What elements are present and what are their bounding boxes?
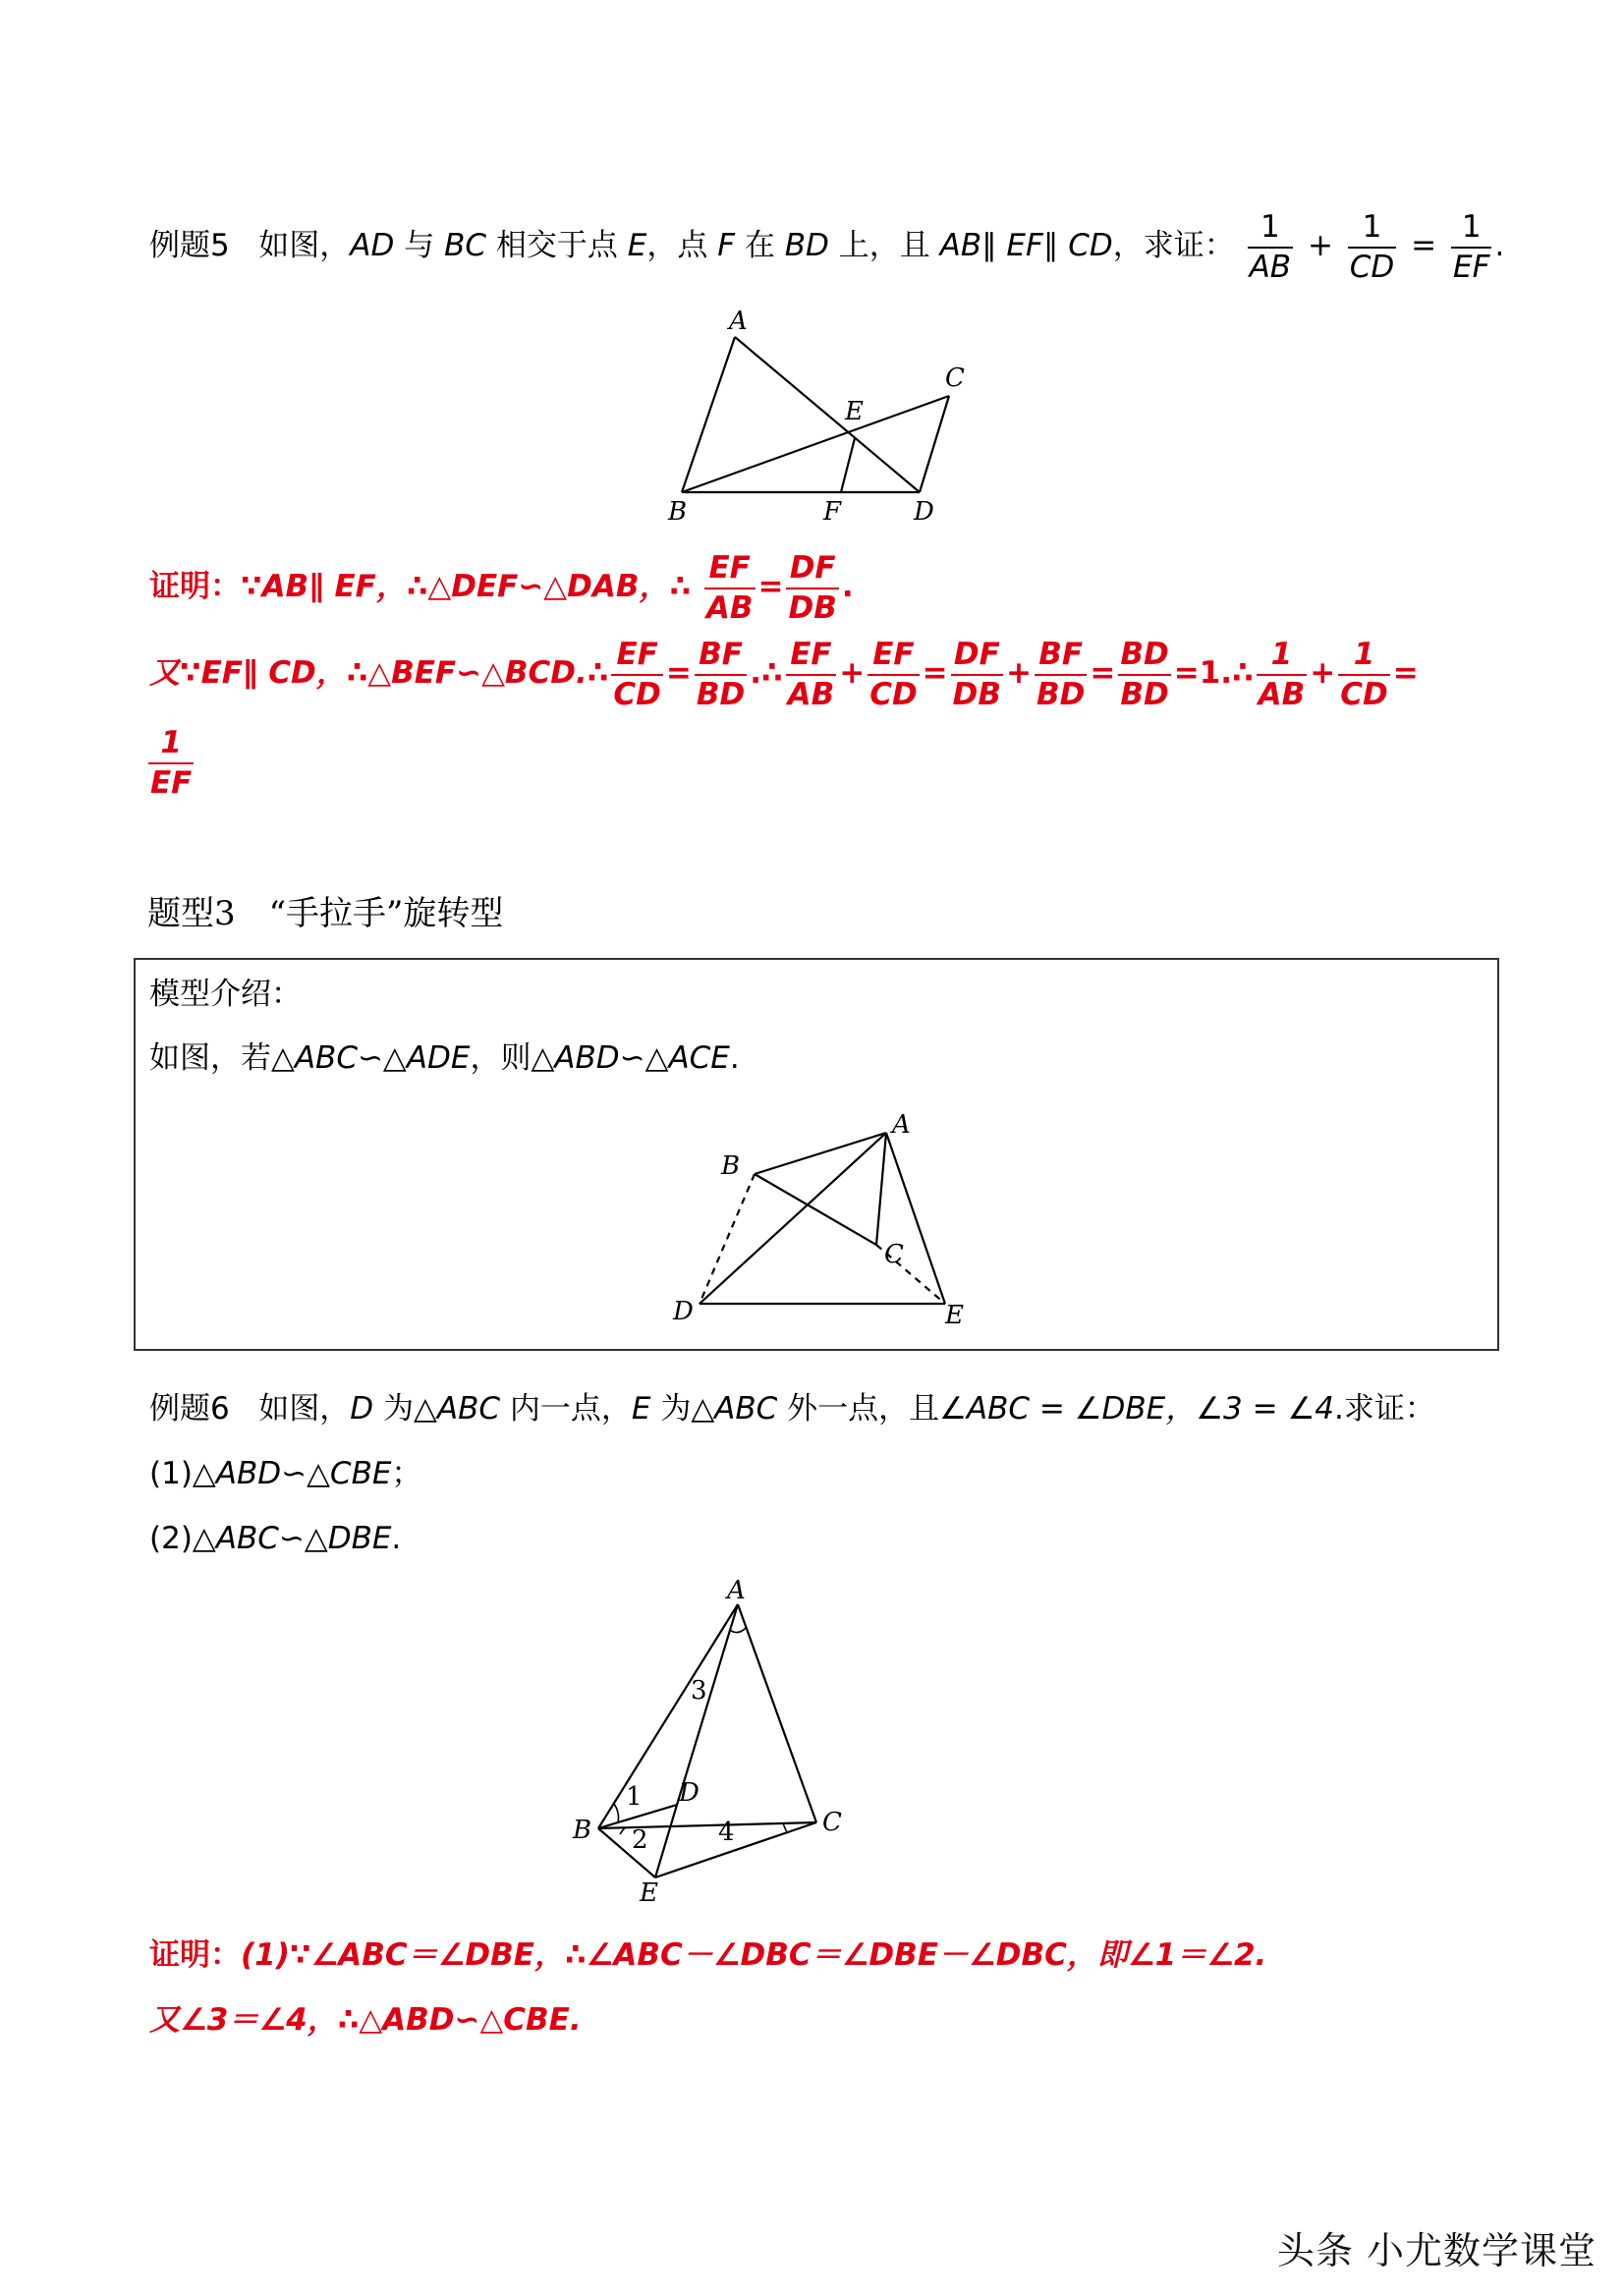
label-e: E (845, 397, 864, 426)
segment-ab (598, 1604, 738, 1828)
figure-model (668, 1105, 982, 1331)
proof5-line3 (145, 727, 196, 799)
angle-label-4: 4 (718, 1818, 735, 1847)
fraction: $\frac{DF}{DB}$ (788, 550, 837, 626)
segment-ad (677, 1604, 738, 1805)
segment-ad (735, 337, 920, 492)
fraction: $\frac{1}{CD}$ (1349, 209, 1395, 285)
label-c: C (884, 1240, 904, 1269)
angle-label-2: 2 (632, 1825, 648, 1855)
fraction: $\frac{1}{CD}$ (1340, 637, 1388, 712)
proof6-line1: 证明：(1)∵∠ABC＝∠DBE，∴∠ABC－∠DBC＝∠DBE－∠DBC，即∠1＝∠2. (149, 1937, 1267, 1973)
segment-ce (655, 1822, 816, 1877)
figure-example6 (565, 1577, 860, 1911)
label-a: A (892, 1110, 911, 1140)
fraction: $\frac{BF}{BD}$ (1036, 637, 1086, 712)
proof5-line2: 又∵EF∥ CD，∴△BEF∽△BCD.∴ $\frac{EF}{CD}$ = $\frac{BF}{BD}$ .∴ $\frac{EF}{AB}$ + $\frac{EF}{CD}$ = $\frac{DF}{DB}$ + $\frac{BF}{BD}$ = $\frac{BD}{BD}$ =1.∴ $\frac{1}{AB}$ + $\frac{1}{CD}$ = (149, 637, 1419, 712)
figure-example5 (648, 300, 982, 526)
type3-heading: 题型3 “手拉手”旋转型 (147, 894, 504, 933)
label-a: A (729, 307, 748, 336)
segment-bd-dashed (700, 1174, 755, 1304)
fraction: $\frac{1}{AB}$ (1258, 637, 1306, 712)
fraction: $\frac{DF}{DB}$ (952, 637, 1002, 712)
label-c: C (945, 364, 965, 393)
segment-ac (738, 1604, 816, 1822)
label-e: E (945, 1301, 964, 1330)
fraction: $\frac{BF}{BD}$ (696, 637, 746, 712)
example6-question2: (2)△ABC∽△DBE. (149, 1521, 402, 1556)
segment-ab (682, 337, 735, 492)
segment-dc (920, 396, 949, 492)
segment-ac (876, 1133, 886, 1245)
angle-label-3: 3 (691, 1676, 707, 1706)
label-b: B (721, 1151, 741, 1181)
example5-label: 例题5 (149, 228, 230, 264)
label-b: B (573, 1816, 592, 1845)
fraction: $\frac{BD}{BD}$ (1120, 637, 1169, 712)
example5-statement: 例题5 如图，AD 与 BC 相交于点 E，点 F 在 BD 上，且 AB∥ EF∥ CD，求证： $\frac{1}{AB}$ + $\frac{1}{CD}$ = $\frac{1}{EF}$ . (149, 209, 1505, 285)
segment-bc (682, 396, 949, 492)
label-d: D (914, 497, 934, 527)
angle-arc-1 (614, 1804, 619, 1822)
watermark: 头条 小尤数学课堂 (1276, 2229, 1596, 2272)
fraction: $\frac{EF}{CD}$ (613, 637, 661, 712)
angle-arc-3 (730, 1628, 746, 1633)
segment-ab (755, 1133, 886, 1174)
proof6-line2: 又∠3＝∠4，∴△ABD∽△CBE. (149, 2002, 582, 2038)
label-e: E (640, 1878, 658, 1908)
segment-ef (841, 438, 855, 492)
angle-label-1: 1 (626, 1782, 643, 1812)
example6-statement: 例题6 如图，D 为△ABC 内一点，E 为△ABC 外一点，且∠ABC = ∠DBE，∠3 = ∠4.求证： (149, 1391, 1435, 1427)
label-a: A (727, 1576, 746, 1605)
example6-question1: (1)△ABD∽△CBE； (149, 1456, 422, 1491)
fraction: $\frac{EF}{CD}$ (869, 637, 918, 712)
proof5-line1: 证明：∵AB∥ EF，∴△DEF∽△DAB，∴ $\frac{EF}{AB}$ = $\frac{DF}{DB}$ . (149, 550, 854, 626)
fraction: $\frac{EF}{AB}$ (705, 550, 754, 626)
label-c: C (822, 1808, 842, 1837)
fraction: $\frac{1}{EF}$ (150, 725, 193, 801)
fraction: $\frac{1}{EF}$ (1453, 209, 1490, 285)
fraction: $\frac{EF}{AB}$ (787, 637, 835, 712)
label-f: F (823, 497, 842, 527)
model-intro: 模型介绍： (149, 977, 302, 1012)
angle-arc-4 (783, 1823, 787, 1832)
fraction: $\frac{1}{AB}$ (1249, 209, 1292, 285)
example6-label: 例题6 (149, 1391, 230, 1427)
model-text: 如图，若△ABC∽△ADE，则△ABD∽△ACE. (149, 1040, 740, 1076)
label-d: D (679, 1778, 700, 1808)
segment-bc (755, 1174, 876, 1245)
label-b: B (668, 497, 688, 527)
label-d: D (673, 1297, 694, 1326)
segment-ae (655, 1805, 677, 1877)
